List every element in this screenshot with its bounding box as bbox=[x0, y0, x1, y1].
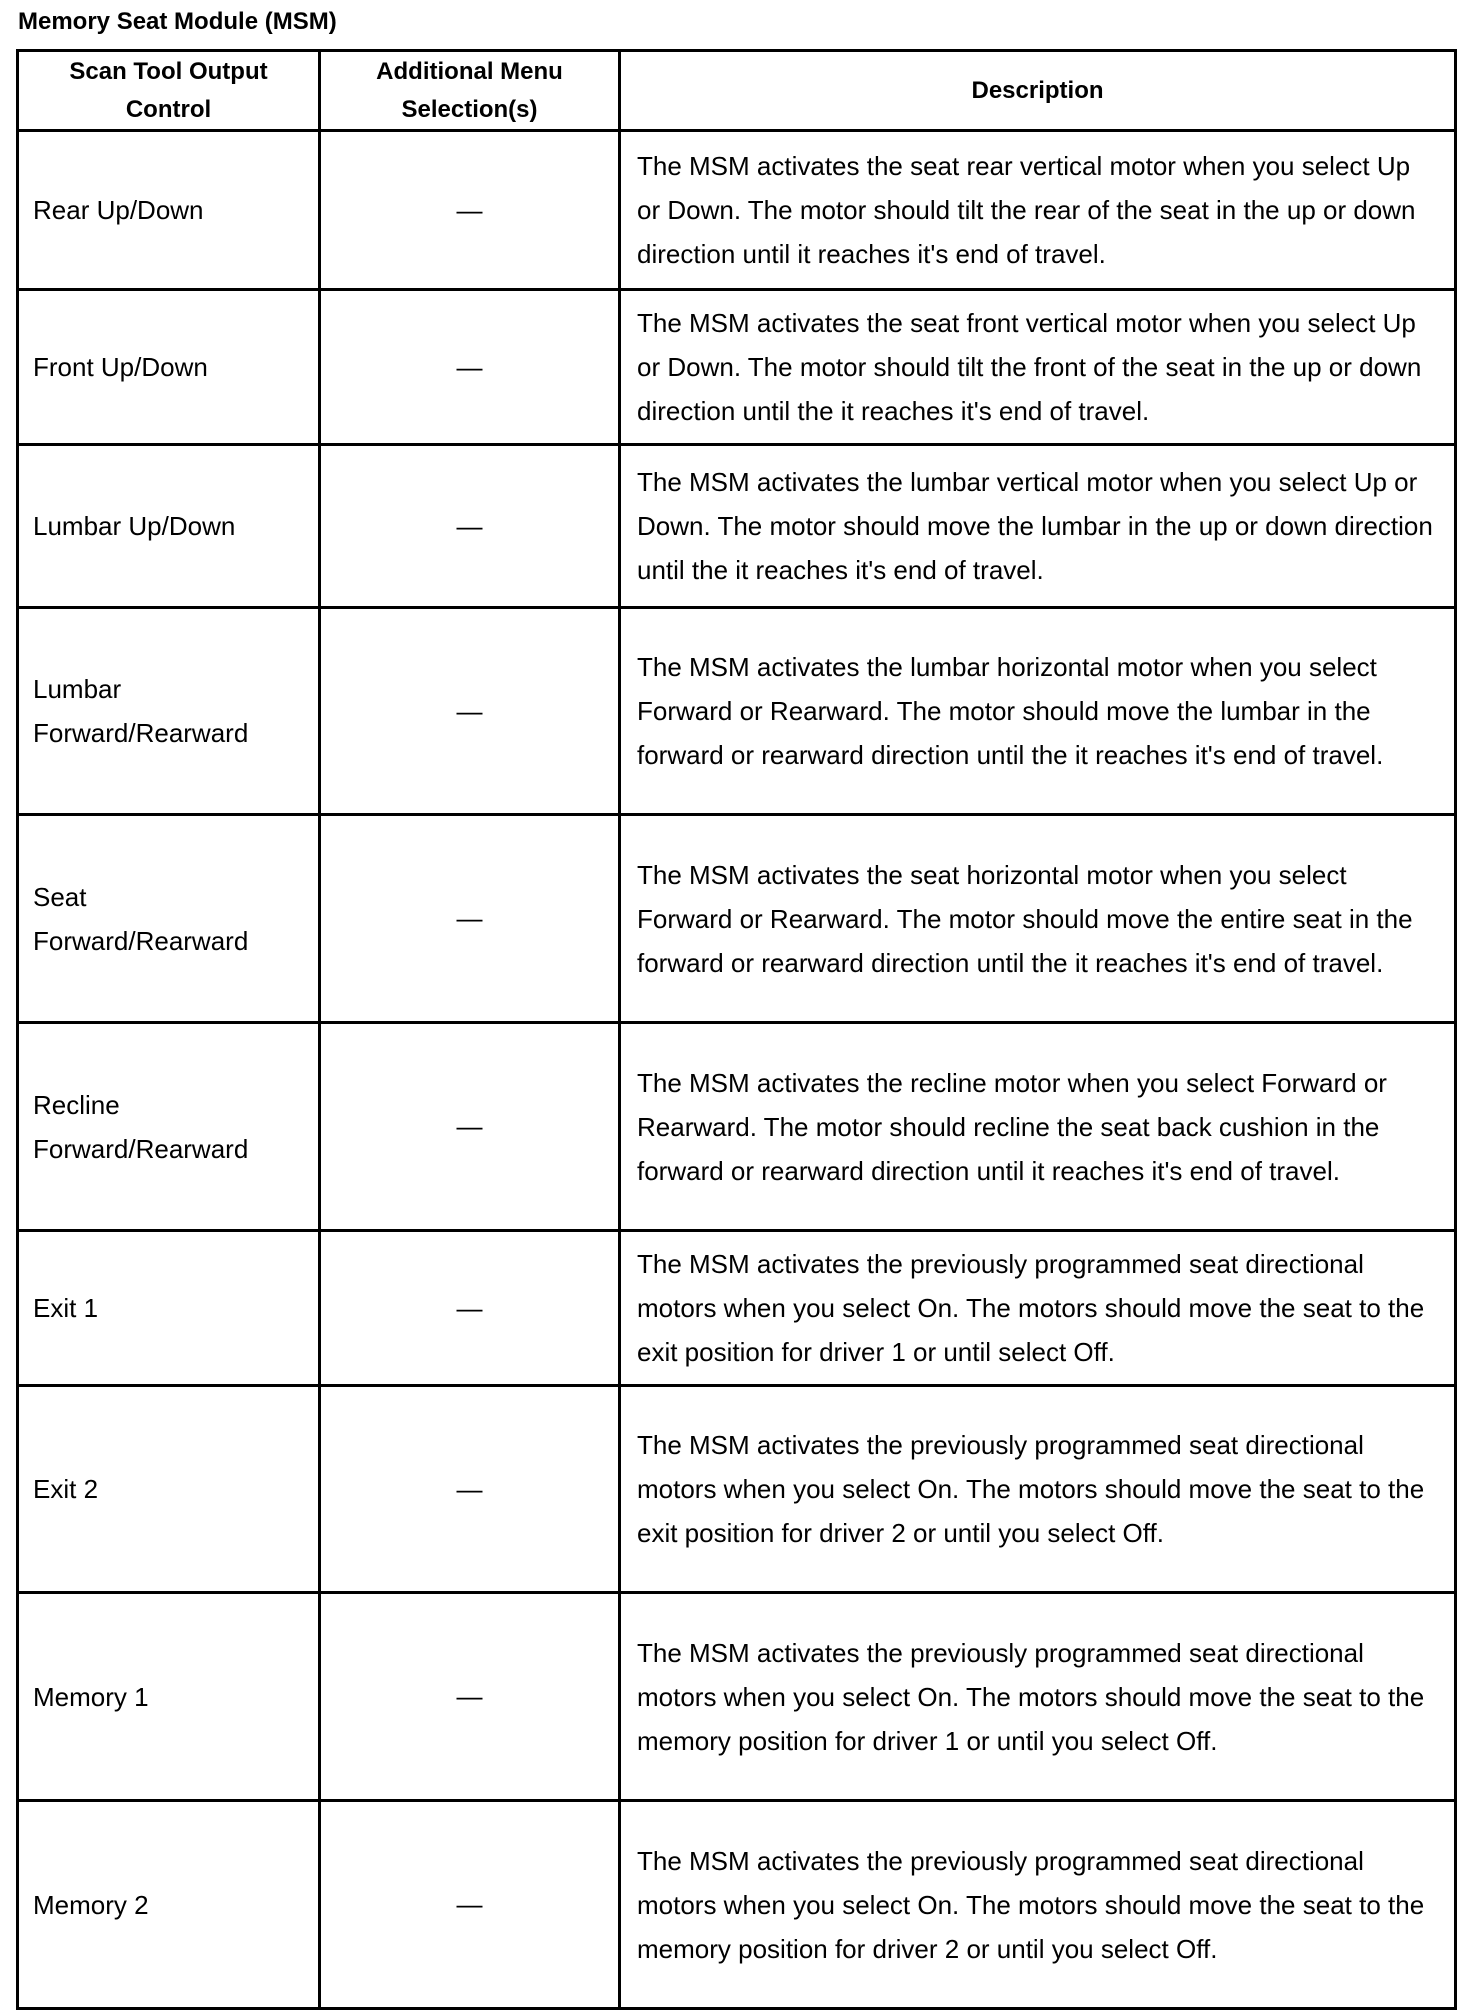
header-description: Description bbox=[620, 51, 1456, 131]
row-description-cell: The MSM activates the previously programmed seat directional motors when you select On. The motors should move the seat to the exit position for driver 1 or until select Off. bbox=[620, 1231, 1456, 1386]
row-menu-cell bbox=[320, 1231, 620, 1386]
control-label: Seat Forward/Rearward bbox=[33, 881, 249, 956]
table-row bbox=[18, 1386, 1456, 1593]
control-label: Lumbar Forward/Rearward bbox=[33, 674, 249, 748]
menu-selection-value: — bbox=[456, 903, 483, 933]
row-description-cell: The MSM activates the previously programmed seat directional motors when you select On. The motors should move the seat to the memory position for driver 1 or until you select Off. bbox=[620, 1593, 1456, 1801]
row-control-cell bbox=[18, 290, 320, 445]
row-menu-cell bbox=[320, 815, 620, 1023]
header-scan-tool-output-control: Scan Tool Output Control bbox=[18, 51, 320, 131]
msm-output-control-table bbox=[16, 49, 1457, 2010]
menu-selection-value: — bbox=[456, 695, 483, 726]
row-description-cell: The MSM activates the seat rear vertical motor when you select Up or Down. The motor should tilt the rear of the seat in the up or down direction until it reaches it's end of travel. bbox=[620, 131, 1456, 290]
row-control-cell bbox=[18, 608, 320, 815]
header-additional-menu-selections: Additional Menu Selection(s) bbox=[320, 51, 620, 131]
row-control-cell bbox=[18, 815, 320, 1023]
row-control-cell bbox=[18, 1386, 320, 1593]
row-description-cell: The MSM activates the seat front vertical motor when you select Up or Down. The motor should tilt the front of the seat in the up or down direction until the it reaches it's end of travel. bbox=[620, 290, 1456, 445]
control-label: Exit 2 bbox=[33, 1474, 99, 1504]
row-menu-cell bbox=[320, 1593, 620, 1801]
control-label: Front Up/Down bbox=[33, 352, 208, 382]
row-control-cell bbox=[18, 445, 320, 608]
row-menu-cell bbox=[320, 1801, 620, 2009]
menu-selection-value: — bbox=[456, 351, 483, 382]
row-description-cell: The MSM activates the lumbar vertical motor when you select Up or Down. The motor should move the lumbar in the up or down direction until the it reaches it's end of travel. bbox=[620, 445, 1456, 608]
row-menu-cell bbox=[320, 131, 620, 290]
table-row bbox=[18, 131, 1456, 290]
row-menu-cell bbox=[320, 290, 620, 445]
table-row bbox=[18, 445, 1456, 608]
row-description-cell: The MSM activates the seat horizontal motor when you select Forward or Rearward. The motor should move the entire seat in the forward or rearward direction until the it reaches it's end of travel. bbox=[620, 815, 1456, 1023]
table-row bbox=[18, 608, 1456, 815]
menu-selection-value: — bbox=[456, 194, 483, 225]
table-header-row bbox=[18, 51, 1456, 131]
table-row bbox=[18, 1593, 1456, 1801]
control-label: Lumbar Up/Down bbox=[33, 511, 236, 541]
row-description-cell: The MSM activates the recline motor when you select Forward or Rearward. The motor should recline the seat back cushion in the forward or rearward direction until it reaches it's end of travel. bbox=[620, 1023, 1456, 1231]
table-row bbox=[18, 1023, 1456, 1231]
row-description-cell: The MSM activates the lumbar horizontal motor when you select Forward or Rearward. The motor should move the lumbar in the forward or rearward direction until the it reaches it's end of travel. bbox=[620, 608, 1456, 815]
control-label: Exit 1 bbox=[33, 1293, 99, 1323]
row-control-cell bbox=[18, 1231, 320, 1386]
row-menu-cell bbox=[320, 445, 620, 608]
table-row bbox=[18, 290, 1456, 445]
row-control-cell bbox=[18, 1593, 320, 1801]
row-description-cell: The MSM activates the previously programmed seat directional motors when you select On. The motors should move the seat to the memory position for driver 2 or until you select Off. bbox=[620, 1801, 1456, 2009]
row-control-cell bbox=[18, 1023, 320, 1231]
menu-selection-value: — bbox=[456, 1681, 483, 1711]
row-menu-cell bbox=[320, 1386, 620, 1593]
menu-selection-value: — bbox=[456, 510, 483, 541]
control-label: Recline Forward/Rearward bbox=[33, 1089, 249, 1164]
page-title: Memory Seat Module (MSM) bbox=[18, 8, 337, 35]
menu-selection-value: — bbox=[456, 1292, 483, 1323]
table-row bbox=[18, 1801, 1456, 2009]
menu-selection-value: — bbox=[456, 1889, 483, 1919]
table-row bbox=[18, 815, 1456, 1023]
row-menu-cell bbox=[320, 608, 620, 815]
control-label: Memory 1 bbox=[33, 1681, 149, 1712]
row-control-cell bbox=[18, 131, 320, 290]
row-control-cell bbox=[18, 1801, 320, 2009]
control-label: Rear Up/Down bbox=[33, 195, 204, 225]
control-label: Memory 2 bbox=[33, 1889, 149, 1920]
row-menu-cell bbox=[320, 1023, 620, 1231]
table-row bbox=[18, 1231, 1456, 1386]
menu-selection-value: — bbox=[456, 1111, 483, 1141]
row-description-cell: The MSM activates the previously programmed seat directional motors when you select On. The motors should move the seat to the exit position for driver 2 or until you select Off. bbox=[620, 1386, 1456, 1593]
menu-selection-value: — bbox=[456, 1473, 483, 1504]
